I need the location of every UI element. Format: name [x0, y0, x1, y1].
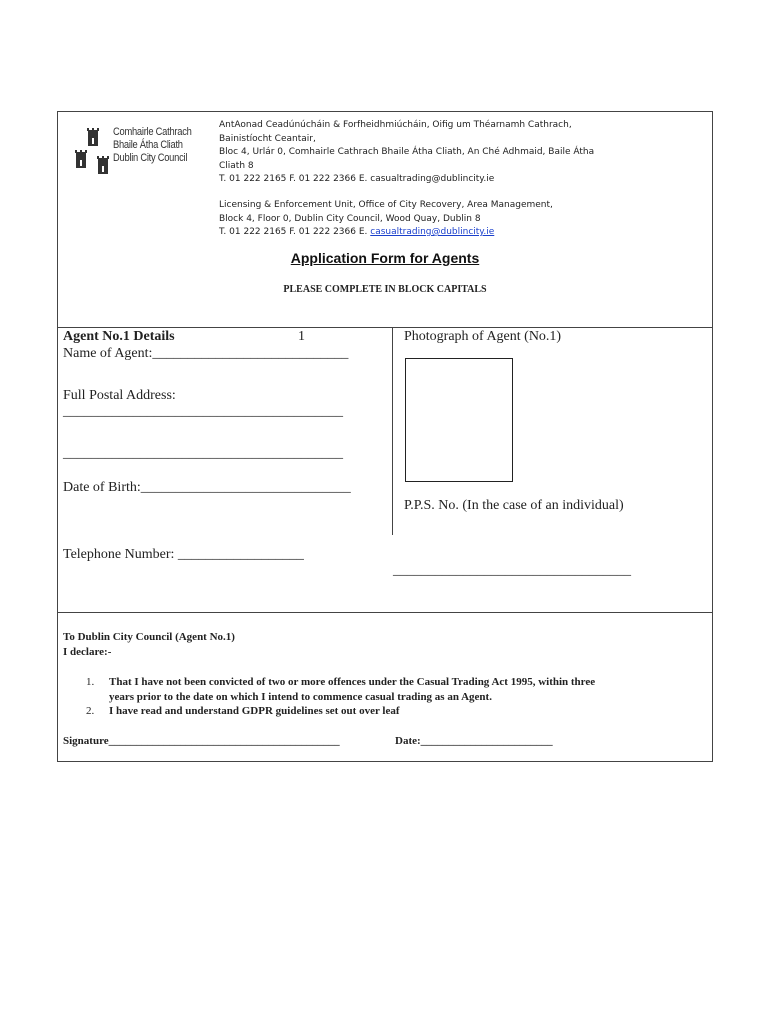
english-address-line: Licensing & Enforcement Unit, Office of City Recovery, Area Management,	[219, 200, 553, 210]
english-address-line: Block 4, Floor 0, Dublin City Council, Wood Quay, Dublin 8	[219, 213, 481, 224]
irish-address-line: AntAonad Ceadúnúcháin & Forfheidhmiúcháin, Oifig um Théarnamh Cathrach,	[219, 120, 572, 130]
logo-line-2: Bhaile Átha Cliath	[113, 139, 183, 151]
telephone-field[interactable]: Telephone Number: __________________	[63, 547, 304, 562]
pps-field[interactable]: __________________________________	[393, 563, 631, 578]
logo-line-3: Dublin City Council	[113, 152, 188, 164]
declaration-item-2	[86, 704, 595, 719]
declaration-list	[86, 675, 595, 719]
signature-field[interactable]: Signature__________________________________________	[63, 735, 340, 747]
declaration-item-text: years prior to the date on which I intend to commence casual trading as an Agent.	[109, 690, 492, 703]
logo-line-1: Comhairle Cathrach	[113, 126, 192, 138]
email-link[interactable]: casualtrading@dublincity.ie	[370, 227, 495, 237]
irish-address-line: Cliath 8	[219, 160, 254, 171]
form-title: Application Form for Agents	[290, 250, 480, 266]
declaration-item-number: 2.	[86, 705, 95, 717]
agent-name-field[interactable]: Name of Agent:____________________________	[63, 346, 349, 361]
irish-address-block	[219, 119, 594, 187]
agent-heading: Agent No.1 Details	[63, 329, 175, 344]
irish-address-line: Bainistíocht Ceantair,	[219, 133, 316, 144]
dcc-logo	[68, 118, 198, 188]
pps-label: P.P.S. No. (In the case of an individual)	[404, 498, 624, 513]
declaration-declare: I declare:-	[63, 646, 112, 658]
irish-address-line: T. 01 222 2165 F. 01 222 2366 E. casualtrading@dublincity.ie	[219, 174, 495, 184]
irish-address-line: Bloc 4, Urlár 0, Comhairle Cathrach Bhaile Átha Cliath, An Ché Adhmaid, Baile Átha	[219, 147, 595, 157]
photo-box	[405, 358, 513, 482]
section-divider-top	[57, 327, 713, 328]
castle-icon	[74, 126, 114, 186]
photo-label: Photograph of Agent (No.1)	[404, 329, 562, 344]
postal-address-line-2[interactable]: ________________________________________	[63, 446, 343, 461]
declaration-item-text: That I have not been convicted of two or more offences under the Casual Trading Act 1995, within three	[109, 676, 596, 688]
declaration-item-1	[86, 675, 595, 704]
postal-address-label: Full Postal Address:	[63, 388, 176, 403]
section-divider-bottom	[57, 612, 713, 613]
date-of-birth-field[interactable]: Date of Birth:______________________________	[63, 480, 351, 495]
declaration-item-text: I have read and understand GDPR guidelines set out over leaf	[109, 705, 400, 717]
english-address-block	[219, 199, 553, 240]
contact-line	[219, 226, 553, 240]
form-subtitle: PLEASE COMPLETE IN BLOCK CAPITALS	[283, 284, 487, 295]
logo-text	[113, 126, 192, 165]
date-field[interactable]: Date:________________________	[395, 735, 553, 747]
postal-address-line-1[interactable]: ________________________________________	[63, 404, 343, 419]
declaration-item-number: 1.	[86, 676, 95, 688]
column-divider	[392, 327, 393, 535]
contact-prefix: T. 01 222 2165 F. 01 222 2366 E.	[219, 227, 371, 237]
agent-number: 1	[298, 329, 305, 344]
declaration-to-line: To Dublin City Council (Agent No.1)	[63, 631, 235, 643]
